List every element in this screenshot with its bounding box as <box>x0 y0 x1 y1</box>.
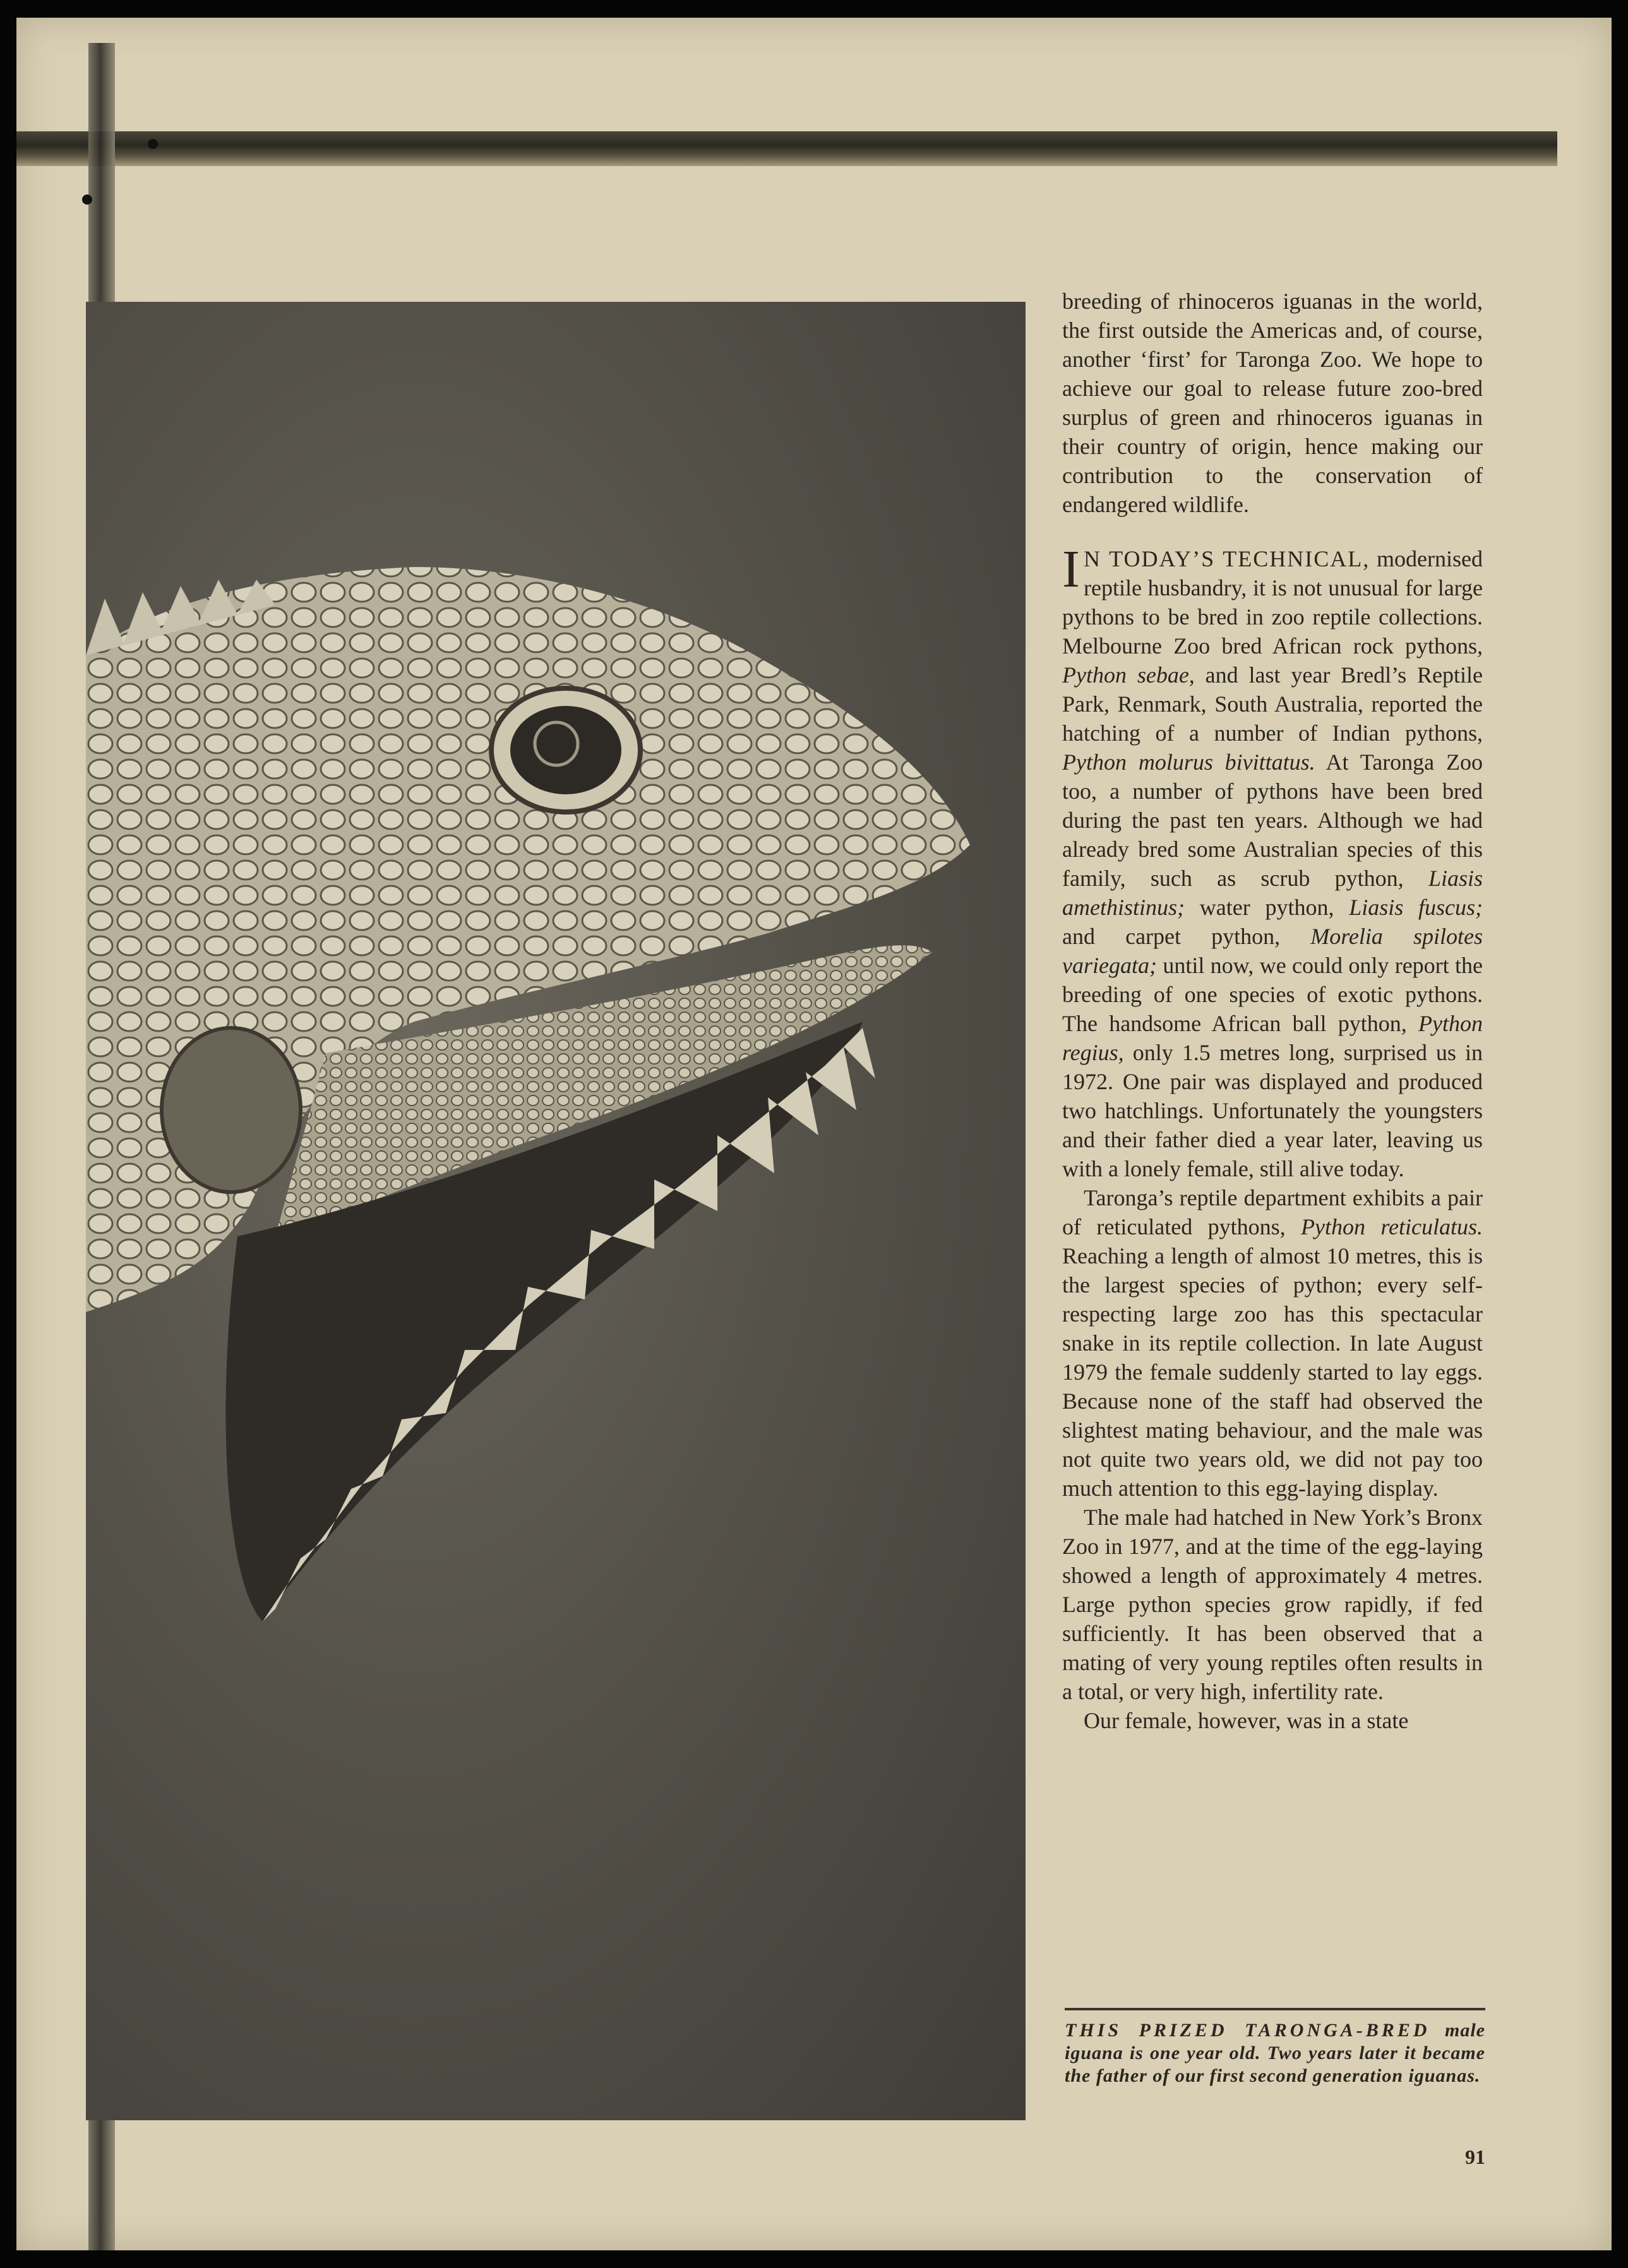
text-run: only 1.5 metres long, surprised us in 1972. One pair was displayed and produced two hatchlings. Unfortunately the youngsters and their father died a year later, leaving us with a lonely female, still alive today. <box>1062 1040 1483 1181</box>
iguana-tympanum <box>162 1028 301 1192</box>
text-run: water python, <box>1185 895 1350 920</box>
article-paragraph <box>1062 1183 1483 1503</box>
punch-hole <box>148 139 158 149</box>
iguana-illustration <box>86 302 1026 2120</box>
species-name: Python sebae, <box>1062 662 1195 688</box>
species-name: Liasis amethistinus; <box>1062 866 1483 920</box>
text-run: At Taronga Zoo too, a number of pythons have been bred during the past ten years. Although we had already bred some Australian species of this family, such as scrub python, <box>1062 749 1483 891</box>
article-column <box>1062 287 1483 1735</box>
section-paragraph <box>1062 540 1483 1183</box>
caption-text: male iguana is one year old. Two years later it became the father of our first second generation iguanas. <box>1065 2020 1485 2086</box>
text-run: until now, we could only report the breeding of one species of exotic pythons. The handsome African ball python, <box>1062 953 1483 1036</box>
magazine-page <box>16 18 1612 2250</box>
iguana-photo <box>86 302 1026 2120</box>
top-rule <box>16 131 1557 166</box>
article-paragraph: The male had hatched in New York’s Bronx Zoo in 1977, and at the time of the egg-laying showed a length of approximately 4 metres. Large python species grow rapidly, if fed sufficiently. It has been observed that a mating of very young reptiles often results in a total, or very high, infertility rate. <box>1062 1505 1483 1704</box>
drop-cap: I <box>1062 540 1080 599</box>
text-run: and carpet python, <box>1062 924 1311 949</box>
text-run: Reaching a length of almost 10 metres, this is the largest species of python; every self-respecting large zoo has this spectacular snake in its reptile collection. In late August 1979 the female suddenly started to lay eggs. Because none of the staff had observed the slightest mating behaviour, and the male was not quite two years old, we did not pay too much attention to this egg-laying display. <box>1062 1243 1483 1501</box>
species-name: Python reticulatus. <box>1301 1214 1483 1239</box>
section-lead: N TODAY’S TECHNICAL, <box>1083 546 1370 571</box>
caption-rule <box>1065 2008 1485 2010</box>
text-run: modernised reptile husbandry, it is not unusual for large pythons to be bred in zoo reptile collections. Melbourne Zoo bred African rock pythons, <box>1062 546 1483 659</box>
page-number: 91 <box>1465 2146 1485 2168</box>
text-run: Taronga’s reptile department exhibits a pair of reticulated pythons, <box>1062 1185 1483 1239</box>
iguana-eye <box>510 706 621 794</box>
punch-hole <box>82 194 92 205</box>
species-name: Python regius, <box>1062 1011 1483 1065</box>
species-name: Python molurus bivittatus. <box>1062 749 1315 775</box>
caption-lead: THIS PRIZED TARONGA-BRED <box>1065 2020 1430 2041</box>
species-name: Morelia spilotes variegata; <box>1062 924 1483 978</box>
article-paragraph: breeding of rhinoceros iguanas in the world, the first outside the Americas and, of course, another ‘first’ for Taronga Zoo. We hope to achieve our goal to release future zoo-bred surplus of green and rhinoceros iguanas in their country of origin, hence making our contribution to the conservation of endangered wildlife. <box>1062 289 1483 517</box>
article-paragraph: Our female, however, was in a state <box>1084 1708 1409 1733</box>
photo-caption <box>1065 2019 1485 2087</box>
species-name: Liasis fuscus; <box>1349 895 1483 920</box>
text-run: and last year Bredl’s Reptile Park, Renmark, South Australia, reported the hatching of a number of Indian pythons, <box>1062 662 1483 746</box>
